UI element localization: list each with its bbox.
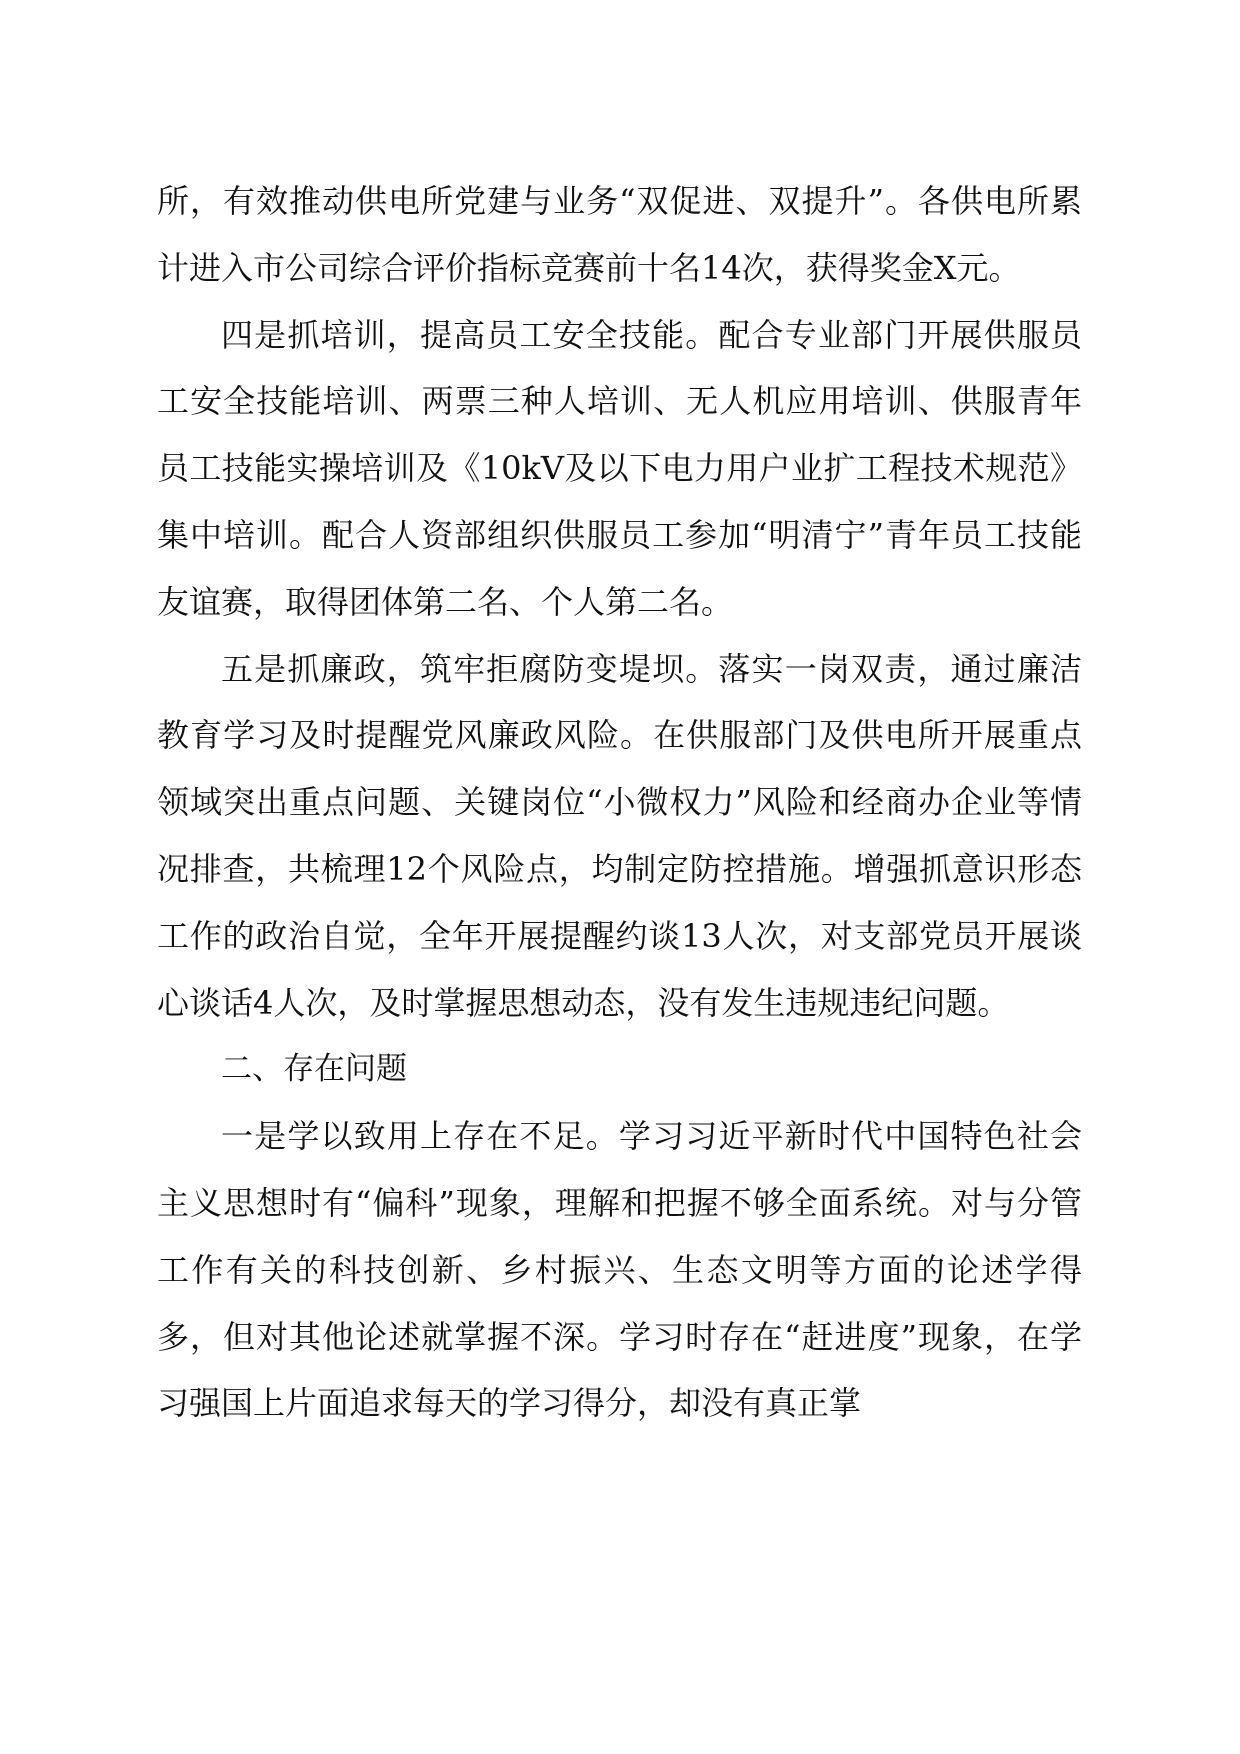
document-body <box>157 168 1082 1437</box>
paragraph-integrity: 五是抓廉政，筑牢拒腐防变堤坝。落实一岗双责，通过廉洁教育学习及时提醒党风廉政风险。在供服部门及供电所开展重点领域突出重点问题、关键岗位“小微权力”风险和经商办企业等情况排查，共梳理12个风险点，均制定防控措施。增强抓意识形态工作的政治自觉，全年开展提醒约谈13人次，对支部党员开展谈心谈话4人次，及时掌握思想动态，没有发生违规违纪问题。 <box>157 649 1082 1022</box>
paragraph-learning-shortfall: 一是学以致用上存在不足。学习习近平新时代中国特色社会主义思想时有“偏科”现象，理解和把握不够全面系统。对与分管工作有关的科技创新、乡村振兴、生态文明等方面的论述学得多，但对其他论述就掌握不深。学习时存在“赶进度”现象，在学习强国上片面追求每天的学习得分，却没有真正掌 <box>157 1117 1082 1423</box>
paragraph-continuation: 所，有效推动供电所党建与业务“双促进、双提升”。各供电所累计进入市公司综合评价指标竞赛前十名14次，获得奖金X元。 <box>157 182 1082 287</box>
section-heading-problems: 二、存在问题 <box>221 1051 407 1088</box>
paragraph-training: 四是抓培训，提高员工安全技能。配合专业部门开展供服员工安全技能培训、两票三种人培训、无人机应用培训、供服青年员工技能实操培训及《10kV及以下电力用户业扩工程技术规范》集中培训。配合人资部组织供服员工参加“明清宁”青年员工技能友谊赛，取得团体第二名、个人第二名。 <box>157 315 1082 621</box>
